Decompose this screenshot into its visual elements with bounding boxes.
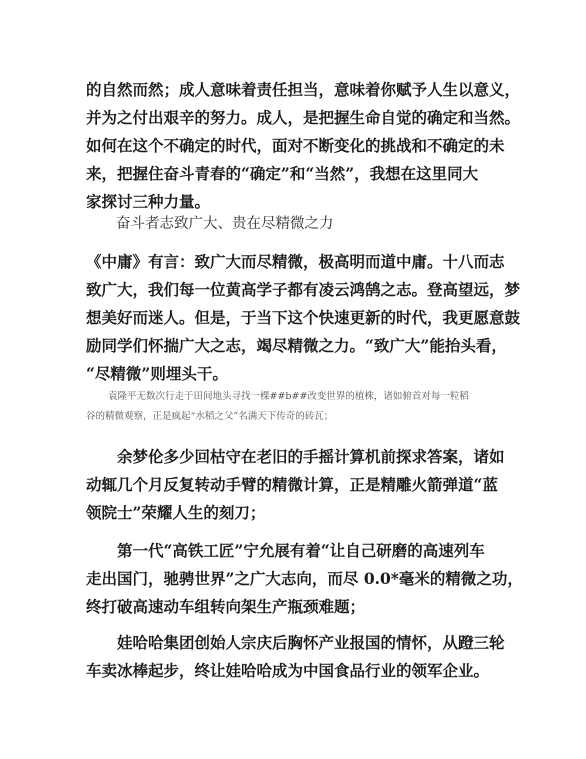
text-line: 致广大，我们每一位黄高学子都有凌云鸿鹄之志。登高望远，梦 — [86, 280, 521, 299]
text-line: 家探讨三种力量。 — [86, 192, 211, 211]
text-line: 谷的精微观察，正是疯起“水稻之父”名满天下传奇的砖瓦； — [86, 411, 334, 422]
text-line: 《中庸》有言：致广大而尽精微，极高明而道中庸。十八而志 — [86, 252, 505, 271]
paragraph-wahaha — [86, 629, 505, 685]
text-line: 终打破高速动车组转向架生产瓶颈难题； — [86, 597, 366, 616]
text-line: 如何在这个不确定的时代，面对不断变化的挑战和不确定的未 — [86, 136, 505, 155]
text-line: 动辄几个月反复转动手臂的精微计算，正是精雕火箭弹道“蓝 — [86, 475, 498, 494]
paragraph-yu-menglun — [86, 443, 505, 527]
text-line: 领院士”荣耀人生的刻刀； — [86, 503, 266, 522]
paragraph-zhongyong — [86, 248, 521, 388]
paragraph-ning-yunzhan — [86, 537, 523, 621]
text-line: “尽精微”则埋头干。 — [86, 364, 228, 383]
section-heading: 奋斗者志致广大、贵在尽精微之力 — [116, 216, 334, 232]
paragraph-yuan-longping — [86, 387, 524, 427]
text-line: 的自然而然；成人意味着责任担当，意味着你赋予人生以意义， — [86, 80, 521, 99]
text-line: 励同学们怀揣广大之志，竭尽精微之力。“致广大”能抬头看， — [86, 336, 507, 355]
text-line: 车卖冰棒起步，终让娃哈哈成为中国食品行业的领军企业。 — [86, 661, 490, 680]
text-line: 袁隆平无数次行走于田间地头寻找一棵##b##改变世界的植株，诸如俯首对每一粒稻 — [108, 391, 469, 402]
text-line: 来，把握住奋斗青春的“确定”和“当然”，我想在这里同大 — [86, 164, 479, 183]
text-line: 娃哈哈集团创始人宗庆后胸怀产业报国的情怀，从蹬三轮 — [117, 633, 505, 652]
text-line: 第一代“高铁工匠”宁允展有着“让自己研磨的高速列车 — [117, 541, 485, 560]
text-line: 并为之付出艰辛的努力。成人，是把握生命自觉的确定和当然。 — [86, 108, 521, 127]
text-line: 想美好而迷人。但是，于当下这个快速更新的时代，我更愿意鼓 — [86, 308, 521, 327]
text-line: 走出国门，驰骋世界”之广大志向，而尽 0.0*毫米的精微之功， — [86, 569, 523, 588]
text-line: 余梦伦多少回枯守在老旧的手摇计算机前探求答案，诸如 — [117, 447, 505, 466]
paragraph-intro — [86, 76, 521, 216]
